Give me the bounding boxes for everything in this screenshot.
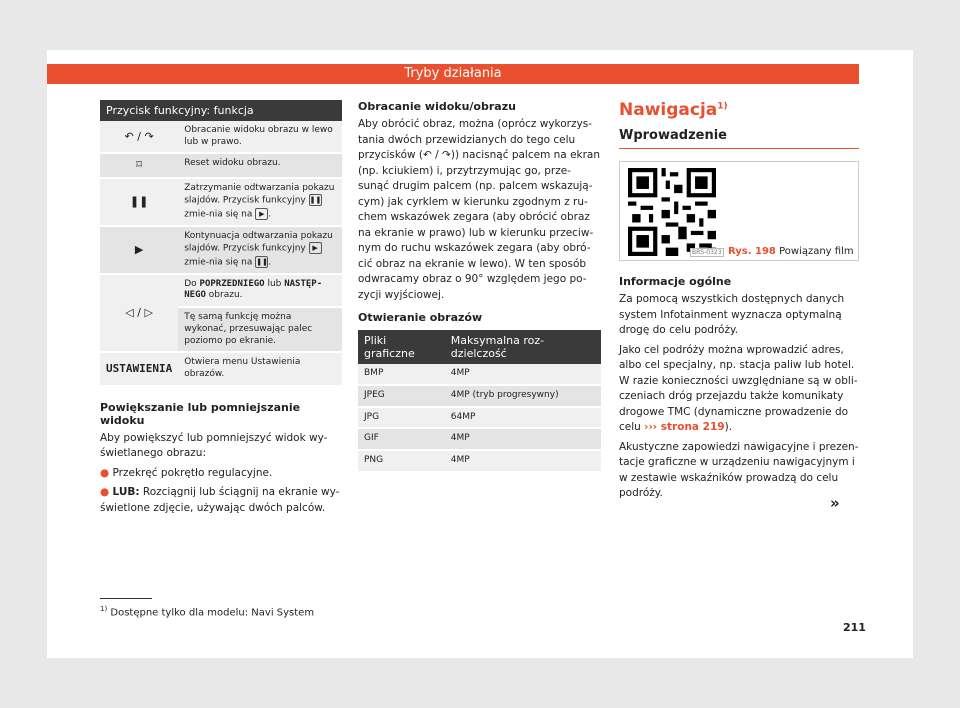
chapter-header: Tryby działania (47, 64, 859, 84)
paragraph: Jako cel podróży można wprowadzić adres, albo cel specjalny, np. stacja paliw lub hotel. W razie konieczności uwzględniane są w obli-czeniach dróg przejazdu także komunikaty drogowe TMC (dynamiczne prowadzenie do celu ››› strona 219). (619, 343, 858, 434)
footnote-rule (100, 598, 152, 599)
table-row: GIF 4MP (358, 428, 601, 450)
table-row: JPEG 4MP (tryb progresywny) (358, 385, 601, 407)
open-title: Otwieranie obrazów (358, 311, 483, 325)
table-row (100, 274, 342, 307)
info-title: Informacje ogólne (619, 275, 732, 288)
table-cell: Kontynuacja odtwarzania pokazu slajdów. Przycisk funkcyjny ▶ zmie-nia się na ❚❚. (178, 226, 342, 274)
table-cell: Reset widoku obrazu. (178, 153, 342, 177)
rotate-title: Obracanie widoku/obrazu (358, 100, 516, 113)
column-middle (358, 100, 601, 473)
pause-button-icon: ❚❚ (309, 196, 322, 205)
rotate-icons: ↶ / ↷ (100, 121, 178, 153)
table-row (100, 226, 342, 274)
settings-keyword: USTAWIENIA (100, 352, 178, 385)
section-title: Nawigacja$^{1)}$ (619, 100, 728, 120)
table-cell: Obracanie widoku obrazu w lewo lub w prawo. (178, 121, 342, 153)
table-row: BMP 4MP (358, 364, 601, 385)
zoom-title: Powiększanie lub pomniejszanie widoku (100, 400, 301, 427)
column-header: Pliki graficzne (358, 330, 445, 364)
table-row: JPG 64MP (358, 407, 601, 429)
bullet-icon: ● (100, 466, 110, 479)
table-row (100, 178, 342, 226)
function-table-head: Przycisk funkcyjny: funkcja (100, 100, 342, 121)
prev-next-icons: ◁ / ▷ (100, 274, 178, 352)
list-item: ● LUB: Rozciągnij lub ściągnij na ekranie wy-świetlone zdjęcie, używając dwóch palców. (100, 486, 340, 514)
table-cell: Zatrzymanie odtwarzania pokazu slajdów. Przycisk funkcyjny ❚❚ zmie-nia się na ▶ . (178, 178, 342, 226)
rotate-text: Aby obrócić obraz, można (oprócz wykorzys-tania dwóch przewidzianych do tego celu przycisków (↶ / ↷)) nacisnąć palcem na ekran (np. kciukiem) i, przytrzymując go, prze-sunąć drugim palcem (np. palcem wskazują-cym) jak cyrklem w kierunku zgodnym z ru-chem wskazówek zegara (aby obrócić obraz na ekranie w prawo) lub w kierunku przeciw-nym do ruchu wskazówek zegara (aby obró-cić obraz na ekranie w lewo). W ten sposób odwracamy obraz o 90° względem jego po-zycji wyjściowej. (358, 118, 601, 301)
column-header: Maksymalna roz-dzielczość (445, 330, 601, 364)
continue-icon: » (830, 494, 840, 512)
figure-caption: Rys. 198 Powiązany film (728, 246, 854, 257)
reset-view-icon: ⌑ (100, 153, 178, 177)
figure-tag: BRS-0323 (692, 249, 722, 256)
table-row: PNG 4MP (358, 450, 601, 472)
column-left (100, 100, 342, 520)
page-number: 211 (843, 621, 866, 634)
figure (619, 161, 859, 261)
table-row (100, 153, 342, 177)
divider (619, 148, 859, 149)
formats-table (358, 330, 601, 472)
rotate-icons: ↶ / ↷ (423, 149, 451, 162)
qr-code-icon (628, 168, 716, 256)
function-table (100, 100, 342, 387)
subsection-title: Wprowadzenie (619, 128, 727, 143)
footnote: $^{1)}$ Dostępne tylko dla modelu: Navi System (100, 605, 315, 619)
paragraph: Za pomocą wszystkich dostępnych danych system Infotainment wyznacza optymalną drogę do celu podróży. (619, 293, 845, 337)
table-cell: Tę samą funkcję można wykonać, przesuwając palec poziomo po ekranie. (178, 307, 342, 352)
page-link[interactable]: ››› strona 219 (644, 421, 725, 434)
play-button-icon: ▶ (255, 208, 268, 220)
table-row (100, 121, 342, 153)
list-item: ● Przekręć pokrętło regulacyjne. (100, 466, 273, 479)
zoom-intro: Aby powiększyć lub pomniejszyć widok wy-świetlanego obrazu: (100, 431, 328, 460)
bullet-icon: ● (100, 486, 110, 499)
table-cell: Do POPRZEDNIEGO lub NASTĘP-NEGO obrazu. (178, 274, 342, 307)
pause-button-icon: ❚❚ (256, 257, 268, 266)
column-right (619, 100, 859, 506)
paragraph: Akustyczne zapowiedzi nawigacyjne i prezen-tacje graficzne w urządzeniu nawigacyjnym i w zestawie wskaźników prowadzą do celu podróży. (619, 440, 859, 500)
play-button-icon: ▶ (309, 242, 322, 254)
play-icon: ▶ (100, 226, 178, 274)
table-row (100, 352, 342, 385)
table-cell: Otwiera menu Ustawienia obrazów. (178, 352, 342, 385)
pause-icon: ❚❚ (100, 178, 178, 226)
